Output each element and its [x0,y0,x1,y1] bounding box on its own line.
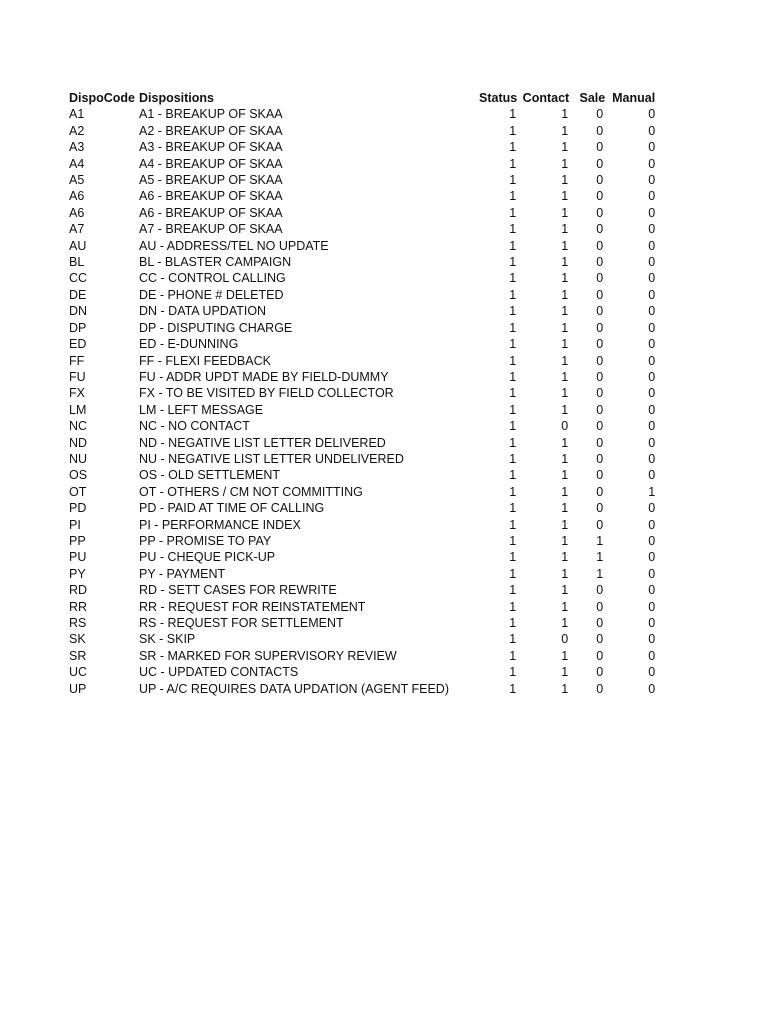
cell-disposition: FX - TO BE VISITED BY FIELD COLLECTOR [139,386,394,401]
cell-contact: 1 [561,550,569,565]
cell-sale: 0 [596,173,604,188]
table-row [69,517,655,533]
cell-disposition: FU - ADDR UPDT MADE BY FIELD-DUMMY [139,369,389,384]
table-row [69,402,655,418]
cell-sale: 0 [596,369,604,384]
cell-sale: 0 [596,189,604,204]
cell-status: 1 [509,386,517,401]
cell-contact: 1 [561,107,569,122]
cell-dispocode: PI [69,517,81,532]
table-row [69,287,655,303]
cell-status: 1 [509,205,517,220]
cell-contact: 1 [561,501,569,516]
cell-dispocode: RD [69,583,88,598]
cell-contact: 1 [561,468,569,483]
cell-dispocode: OS [69,468,88,483]
cell-contact: 1 [561,271,569,286]
table-row [69,336,655,352]
cell-sale: 0 [596,156,604,171]
cell-manual: 0 [648,632,656,647]
cell-manual: 0 [648,665,656,680]
cell-disposition: A6 - BREAKUP OF SKAA [139,189,283,204]
cell-disposition: SR - MARKED FOR SUPERVISORY REVIEW [139,648,397,663]
cell-disposition: A7 - BREAKUP OF SKAA [139,222,283,237]
cell-disposition: BL - BLASTER CAMPAIGN [139,255,292,270]
table-row [69,106,655,122]
cell-manual: 0 [648,140,656,155]
cell-sale: 0 [596,484,604,499]
cell-sale: 0 [596,402,604,417]
cell-status: 1 [509,222,517,237]
cell-status: 1 [509,419,517,434]
cell-manual: 1 [648,484,656,499]
cell-contact: 1 [561,566,569,581]
cell-sale: 0 [596,222,604,237]
cell-manual: 0 [648,681,656,696]
cell-disposition: PD - PAID AT TIME OF CALLING [139,501,325,516]
cell-disposition: NC - NO CONTACT [139,419,250,434]
cell-disposition: A2 - BREAKUP OF SKAA [139,123,283,138]
table-row [69,500,655,516]
cell-sale: 0 [596,123,604,138]
header-row [69,90,655,106]
table-row [69,418,655,434]
cell-sale: 0 [596,665,604,680]
cell-status: 1 [509,632,517,647]
table-row [69,270,655,286]
cell-sale: 0 [596,287,604,302]
cell-disposition: A5 - BREAKUP OF SKAA [139,173,283,188]
cell-sale: 1 [596,550,604,565]
cell-status: 1 [509,156,517,171]
table-row [69,599,655,615]
cell-dispocode: FU [69,369,86,384]
cell-dispocode: A5 [69,173,85,188]
cell-manual: 0 [648,468,656,483]
cell-dispocode: NC [69,419,88,434]
cell-manual: 0 [648,386,656,401]
disposition-table [69,90,655,697]
cell-sale: 0 [596,140,604,155]
cell-contact: 1 [561,156,569,171]
cell-manual: 0 [648,255,656,270]
disposition-sheet [69,90,655,697]
cell-contact: 1 [561,255,569,270]
table-row [69,221,655,237]
cell-contact: 1 [561,583,569,598]
table-row [69,484,655,500]
table-row [69,566,655,582]
cell-status: 1 [509,304,517,319]
table-row [69,303,655,319]
cell-dispocode: DE [69,287,87,302]
cell-manual: 0 [648,566,656,581]
cell-sale: 0 [596,632,604,647]
cell-dispocode: FF [69,353,85,368]
cell-status: 1 [509,583,517,598]
table-row [69,205,655,221]
table-row [69,139,655,155]
cell-disposition: DE - PHONE # DELETED [139,287,284,302]
cell-dispocode: SK [69,632,86,647]
cell-status: 1 [509,287,517,302]
cell-contact: 1 [561,287,569,302]
cell-contact: 1 [561,320,569,335]
cell-disposition: NU - NEGATIVE LIST LETTER UNDELIVERED [139,451,404,466]
cell-disposition: LM - LEFT MESSAGE [139,402,264,417]
table-row [69,238,655,254]
cell-contact: 1 [561,222,569,237]
header-sale: Sale [579,91,606,105]
cell-sale: 0 [596,205,604,220]
cell-manual: 0 [648,271,656,286]
cell-status: 1 [509,468,517,483]
cell-contact: 1 [561,648,569,663]
cell-manual: 0 [648,435,656,450]
cell-contact: 1 [561,337,569,352]
cell-manual: 0 [648,402,656,417]
cell-contact: 1 [561,616,569,630]
cell-dispocode: A7 [69,222,85,237]
cell-contact: 1 [561,238,569,253]
cell-contact: 0 [561,632,569,647]
cell-disposition: FF - FLEXI FEEDBACK [139,353,271,368]
cell-dispocode: NU [69,451,88,466]
table-row [69,615,655,631]
cell-status: 1 [509,369,517,384]
cell-disposition: CC - CONTROL CALLING [139,271,286,286]
header-dispocode: DispoCode [69,91,135,105]
cell-manual: 0 [648,353,656,368]
table-row [69,582,655,598]
cell-status: 1 [509,599,517,614]
table-row [69,648,655,664]
cell-contact: 1 [561,451,569,466]
cell-status: 1 [509,173,517,188]
cell-contact: 1 [561,205,569,220]
cell-dispocode: DP [69,320,87,335]
header-manual: Manual [612,91,656,105]
cell-dispocode: PY [69,566,86,581]
cell-disposition: RS - REQUEST FOR SETTLEMENT [139,616,344,630]
cell-manual: 0 [648,369,656,384]
cell-sale: 0 [596,681,604,696]
cell-disposition: OS - OLD SETTLEMENT [139,468,280,483]
cell-manual: 0 [648,222,656,237]
cell-contact: 1 [561,369,569,384]
cell-dispocode: DN [69,304,88,319]
cell-dispocode: A6 [69,205,85,220]
cell-dispocode: BL [69,255,85,270]
table-row [69,533,655,549]
cell-status: 1 [509,140,517,155]
cell-sale: 0 [596,320,604,335]
table-row [69,385,655,401]
table-row [69,451,655,467]
cell-sale: 1 [596,533,604,548]
cell-disposition: A3 - BREAKUP OF SKAA [139,140,283,155]
table-row [69,353,655,369]
cell-manual: 0 [648,205,656,220]
cell-status: 1 [509,451,517,466]
cell-contact: 1 [561,533,569,548]
cell-dispocode: UC [69,665,88,680]
cell-dispocode: LM [69,402,87,417]
cell-status: 1 [509,550,517,565]
table-header [69,90,655,106]
cell-disposition: RD - SETT CASES FOR REWRITE [139,583,337,598]
cell-contact: 1 [561,189,569,204]
cell-dispocode: A6 [69,189,85,204]
cell-status: 1 [509,123,517,138]
cell-dispocode: SR [69,648,87,663]
cell-disposition: A4 - BREAKUP OF SKAA [139,156,283,171]
cell-sale: 0 [596,583,604,598]
cell-manual: 0 [648,419,656,434]
cell-sale: 0 [596,435,604,450]
cell-manual: 0 [648,238,656,253]
cell-dispocode: ND [69,435,88,450]
table-row [69,467,655,483]
cell-sale: 0 [596,648,604,663]
cell-dispocode: A1 [69,107,85,122]
cell-sale: 0 [596,304,604,319]
cell-dispocode: RR [69,599,88,614]
cell-dispocode: A4 [69,156,85,171]
cell-dispocode: A3 [69,140,85,155]
cell-sale: 0 [596,419,604,434]
cell-status: 1 [509,189,517,204]
cell-status: 1 [509,616,517,630]
cell-dispocode: A2 [69,123,85,138]
cell-dispocode: ED [69,337,87,352]
cell-disposition: PY - PAYMENT [139,566,226,581]
cell-contact: 1 [561,353,569,368]
table-row [69,123,655,139]
cell-status: 1 [509,402,517,417]
cell-sale: 0 [596,386,604,401]
table-body [69,106,655,697]
cell-status: 1 [509,501,517,516]
table-row [69,320,655,336]
cell-manual: 0 [648,599,656,614]
cell-sale: 0 [596,468,604,483]
cell-dispocode: PU [69,550,87,565]
cell-disposition: PI - PERFORMANCE INDEX [139,517,301,532]
cell-status: 1 [509,484,517,499]
header-contact: Contact [522,91,570,105]
cell-manual: 0 [648,189,656,204]
cell-status: 1 [509,238,517,253]
table-row [69,631,655,647]
cell-sale: 0 [596,271,604,286]
cell-status: 1 [509,566,517,581]
cell-status: 1 [509,271,517,286]
cell-contact: 1 [561,304,569,319]
cell-sale: 1 [596,566,604,581]
cell-status: 1 [509,353,517,368]
cell-contact: 0 [561,419,569,434]
cell-sale: 0 [596,501,604,516]
table-row [69,664,655,680]
cell-contact: 1 [561,140,569,155]
cell-sale: 0 [596,337,604,352]
cell-manual: 0 [648,533,656,548]
table-row [69,681,655,697]
cell-status: 1 [509,255,517,270]
cell-disposition: DN - DATA UPDATION [139,304,267,319]
table-row [69,549,655,565]
header-status: Status [479,91,518,105]
cell-disposition: OT - OTHERS / CM NOT COMMITTING [139,484,363,499]
cell-status: 1 [509,517,517,532]
cell-disposition: PP - PROMISE TO PAY [139,533,272,548]
cell-status: 1 [509,107,517,122]
cell-contact: 1 [561,173,569,188]
cell-status: 1 [509,337,517,352]
cell-contact: 1 [561,517,569,532]
cell-status: 1 [509,533,517,548]
table-row [69,172,655,188]
cell-contact: 1 [561,484,569,499]
cell-manual: 0 [648,517,656,532]
cell-dispocode: PD [69,501,87,516]
cell-disposition: UC - UPDATED CONTACTS [139,665,299,680]
cell-sale: 0 [596,107,604,122]
cell-manual: 0 [648,287,656,302]
cell-dispocode: CC [69,271,88,286]
cell-dispocode: FX [69,386,85,401]
cell-disposition: UP - A/C REQUIRES DATA UPDATION (AGENT FEED) [139,681,449,696]
cell-sale: 0 [596,451,604,466]
cell-manual: 0 [648,304,656,319]
cell-sale: 0 [596,353,604,368]
cell-manual: 0 [648,550,656,565]
cell-contact: 1 [561,665,569,680]
cell-status: 1 [509,435,517,450]
cell-status: 1 [509,320,517,335]
table-row [69,156,655,172]
table-row [69,188,655,204]
cell-manual: 0 [648,107,656,122]
cell-contact: 1 [561,402,569,417]
cell-dispocode: PP [69,533,86,548]
cell-sale: 0 [596,616,604,630]
cell-disposition: DP - DISPUTING CHARGE [139,320,293,335]
cell-status: 1 [509,681,517,696]
cell-sale: 0 [596,255,604,270]
cell-manual: 0 [648,320,656,335]
cell-dispocode: RS [69,616,87,630]
cell-disposition: AU - ADDRESS/TEL NO UPDATE [139,238,329,253]
table-row [69,254,655,270]
cell-manual: 0 [648,173,656,188]
cell-contact: 1 [561,599,569,614]
cell-status: 1 [509,648,517,663]
table-row [69,435,655,451]
cell-manual: 0 [648,648,656,663]
cell-dispocode: OT [69,484,87,499]
cell-manual: 0 [648,337,656,352]
cell-sale: 0 [596,599,604,614]
cell-contact: 1 [561,123,569,138]
cell-contact: 1 [561,386,569,401]
cell-dispocode: UP [69,681,87,696]
cell-dispocode: AU [69,238,87,253]
cell-disposition: A1 - BREAKUP OF SKAA [139,107,283,122]
cell-manual: 0 [648,616,656,630]
cell-manual: 0 [648,156,656,171]
cell-disposition: SK - SKIP [139,632,196,647]
cell-disposition: RR - REQUEST FOR REINSTATEMENT [139,599,366,614]
cell-status: 1 [509,665,517,680]
table-row [69,369,655,385]
cell-contact: 1 [561,681,569,696]
cell-disposition: A6 - BREAKUP OF SKAA [139,205,283,220]
cell-disposition: ED - E-DUNNING [139,337,239,352]
cell-manual: 0 [648,583,656,598]
cell-contact: 1 [561,435,569,450]
cell-manual: 0 [648,451,656,466]
cell-sale: 0 [596,238,604,253]
cell-manual: 0 [648,123,656,138]
cell-manual: 0 [648,501,656,516]
header-dispositions: Dispositions [139,91,215,105]
cell-disposition: ND - NEGATIVE LIST LETTER DELIVERED [139,435,386,450]
cell-disposition: PU - CHEQUE PICK-UP [139,550,276,565]
cell-sale: 0 [596,517,604,532]
